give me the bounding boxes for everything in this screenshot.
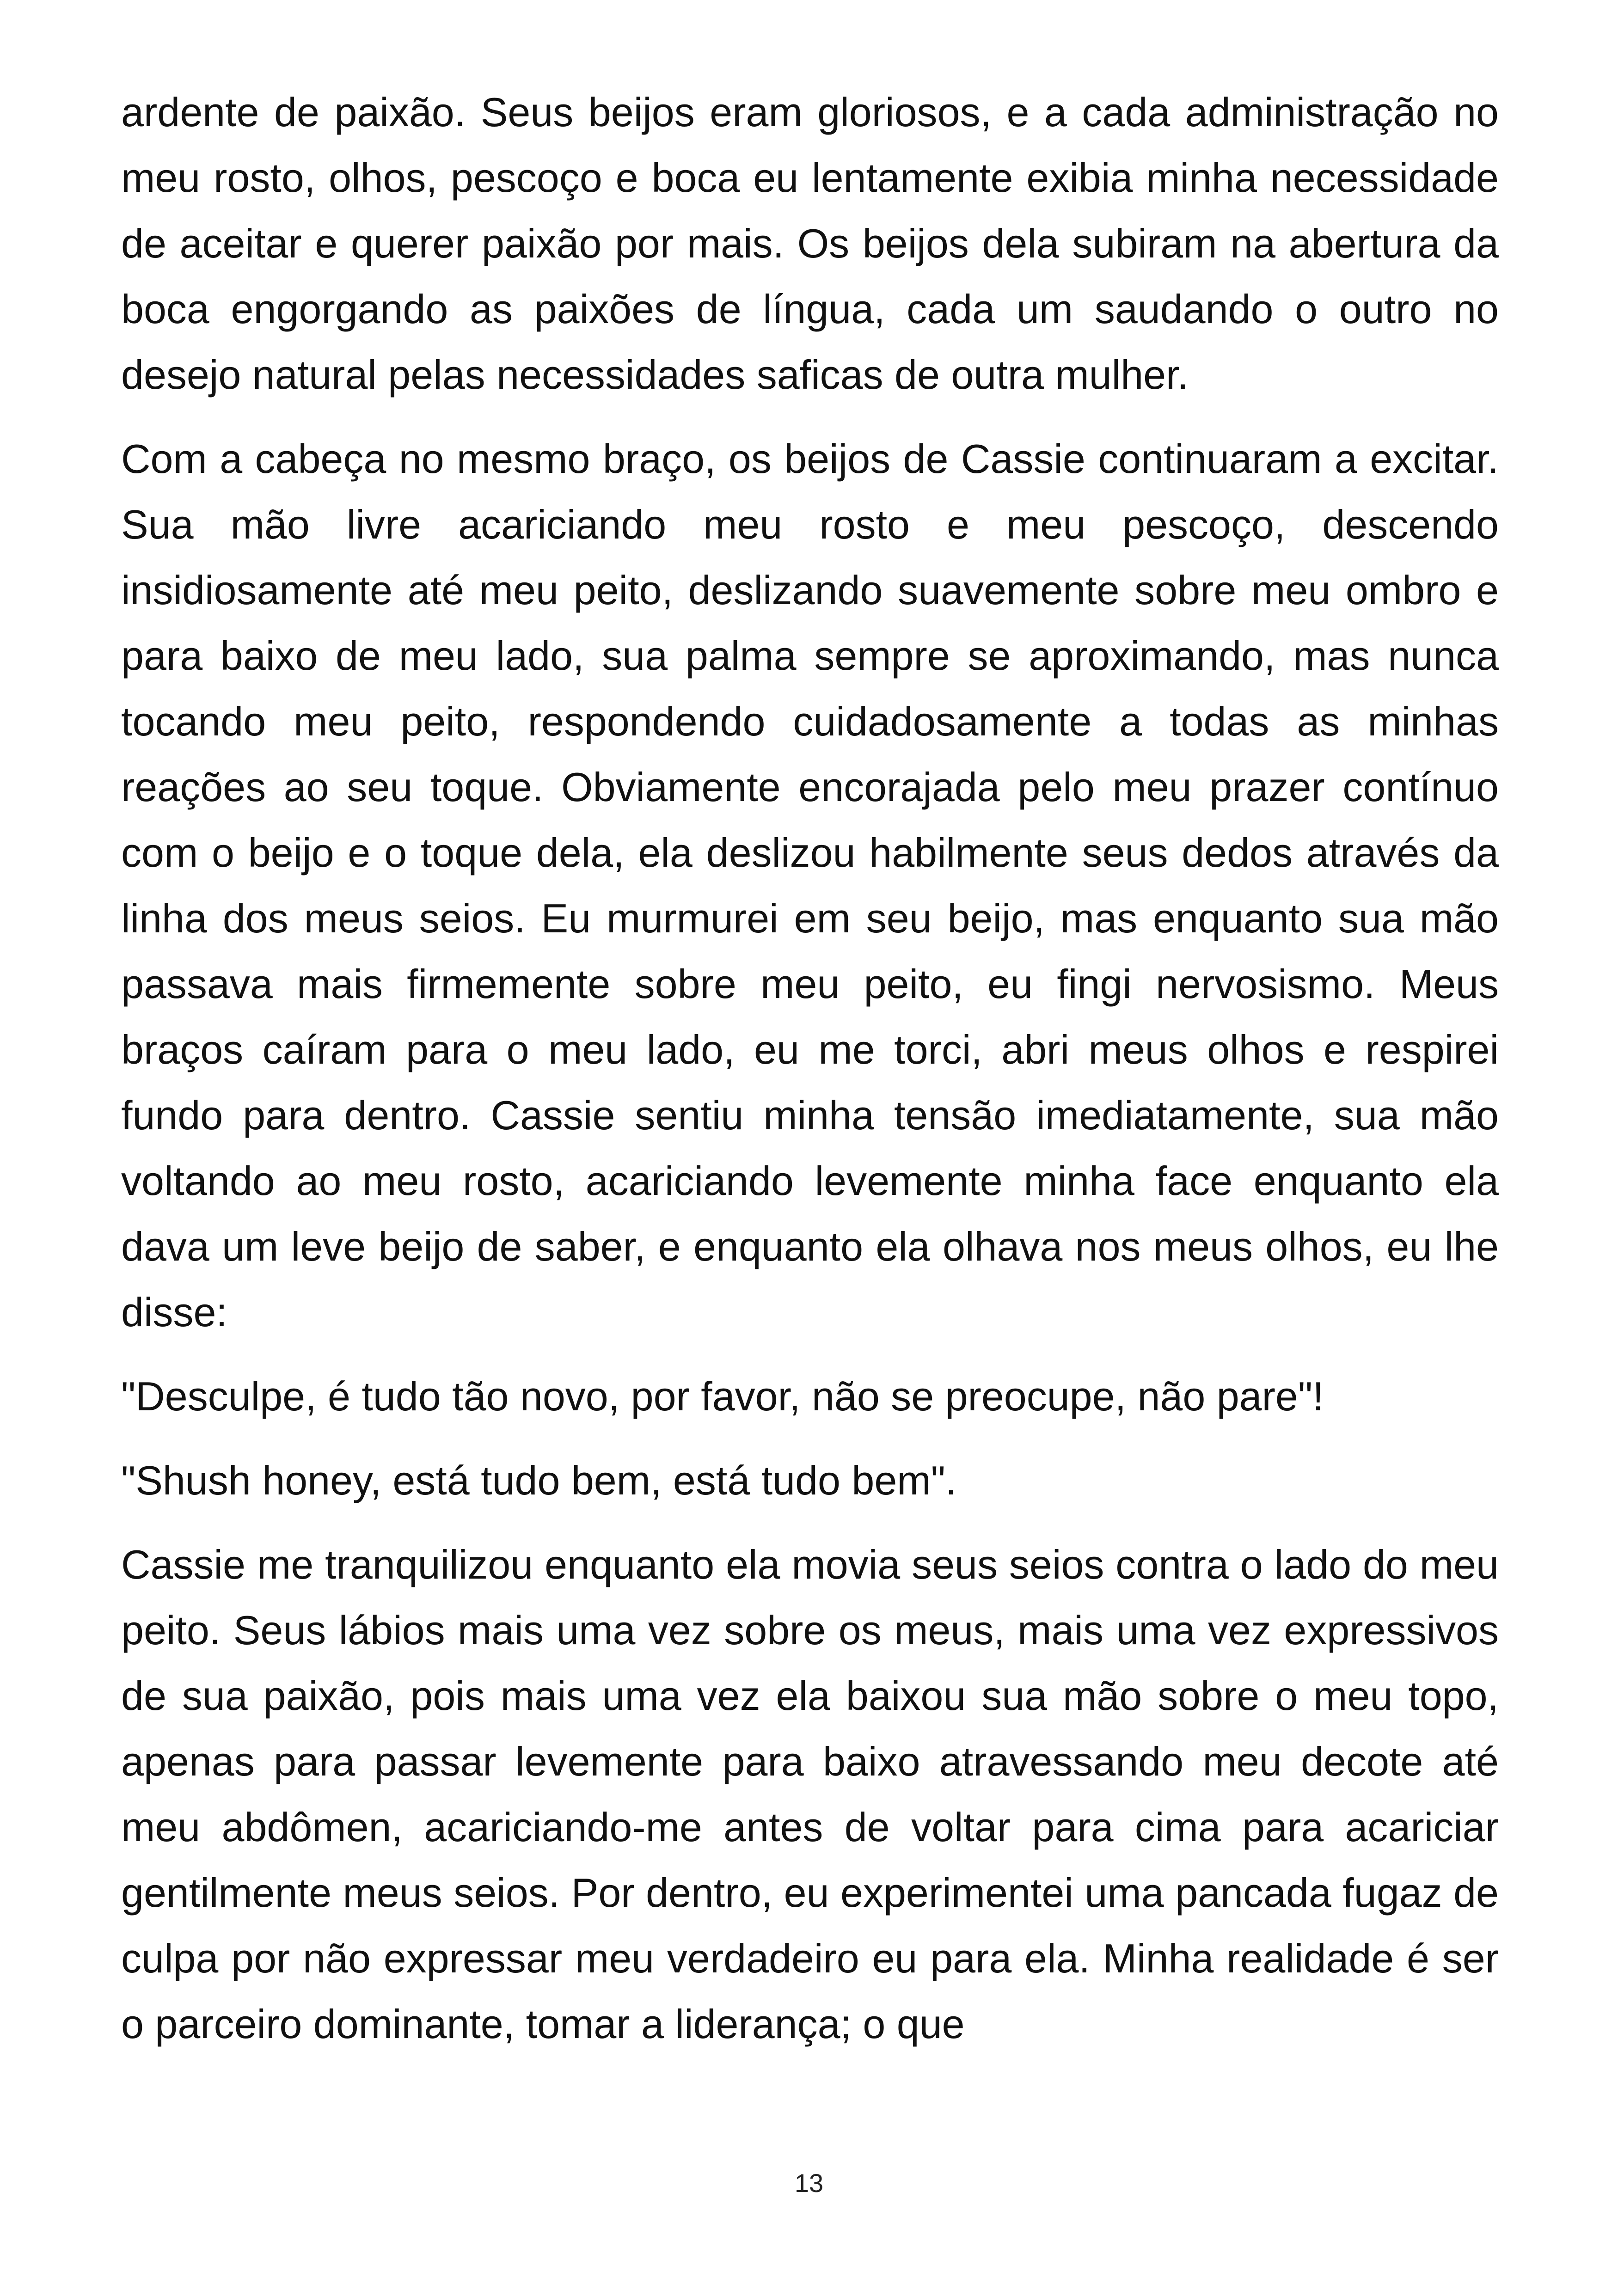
body-text [121,80,1499,2076]
dialogue-line-1: "Desculpe, é tudo tão novo, por favor, não se preocupe, não pare"! [121,1373,1324,1419]
paragraph-3: Cassie me tranquilizou enquanto ela movia seus seios contra o lado do meu peito. Seus lábios mais uma vez sobre os meus, mais uma vez expressivos de sua paixão, pois mais uma vez ela baixou sua mão sobre o meu topo, apenas para passar levemente para baixo atravessando meu decote até meu abdômen, acariciando-me antes de voltar para cima para acariciar gentilmente meus seios. Por dentro, eu experimentei uma pancada fugaz de culpa por não expressar meu verdadeiro eu para ela. Minha realidade é ser o parceiro dominante, tomar a liderança; o que [121,1542,1499,2047]
dialogue-line-2: "Shush honey, está tudo bem, está tudo bem". [121,1457,957,1503]
paragraph-2: Com a cabeça no mesmo braço, os beijos de Cassie continuaram a excitar. Sua mão livre acariciando meu rosto e meu pescoço, descendo insidiosamente até meu peito, deslizando suavemente sobre meu ombro e para baixo de meu lado, sua palma sempre se aproximando, mas nunca tocando meu peito, respondendo cuidadosamente a todas as minhas reações ao seu toque. Obviamente encorajada pelo meu prazer contínuo com o beijo e o toque dela, ela deslizou habilmente seus dedos através da linha dos meus seios. Eu murmurei em seu beijo, mas enquanto sua mão passava mais firmemente sobre meu peito, eu fingi nervosismo. Meus braços caíram para o meu lado, eu me torci, abri meus olhos e respirei fundo para dentro. Cassie sentiu minha tensão imediatamente, sua mão voltando ao meu rosto, acariciando levemente minha face enquanto ela dava um leve beijo de saber, e enquanto ela olhava nos meus olhos, eu lhe disse: [121,436,1499,1335]
page-number: 13 [794,2168,824,2198]
paragraph-1: ardente de paixão. Seus beijos eram gloriosos, e a cada administração no meu rosto, olhos, pescoço e boca eu lentamente exibia minha necessidade de aceitar e querer paixão por mais. Os beijos dela subiram na abertura da boca engorgando as paixões de língua, cada um saudando o outro no desejo natural pelas necessidades saficas de outra mulher. [121,89,1499,398]
